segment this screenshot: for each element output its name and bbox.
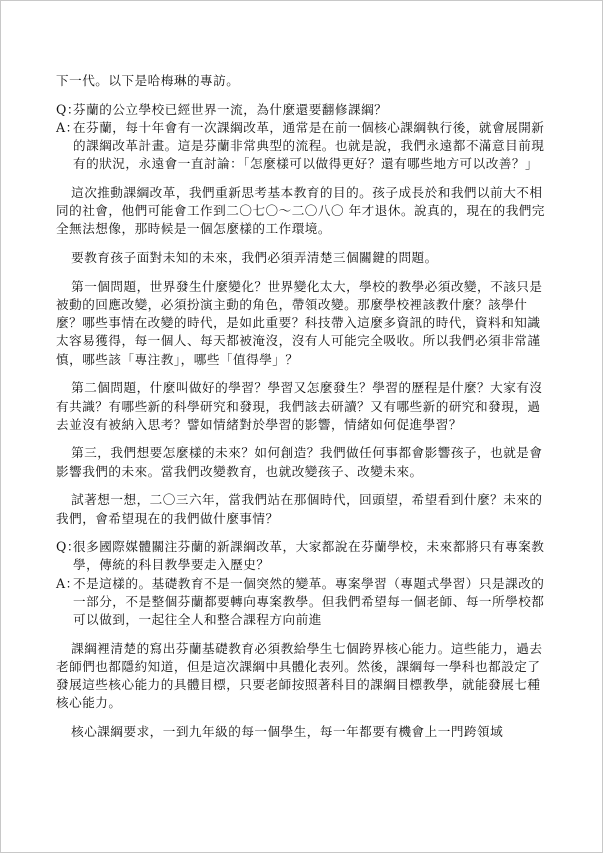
qa-text: 很多國際媒體關注芬蘭的新課綱改革，大家都說在芬蘭學校，未來都將只有專案教學，傳統的科目教學要走入歷史？ bbox=[73, 539, 545, 573]
paragraph: 第一個問題，世界發生什麼變化？世界變化太大，學校的教學必須改變，不該只是被動的回應改變，必須扮演主動的角色，帶領改變。那麼學校裡該教什麼？該學什麼？哪些事情在改變的時代，是如此重要？科技帶入這麼多資訊的時代，資料和知識太容易獲得，每一個人、每天都被淹沒，沒有人可能完全吸收。所以我們必須非常謹慎，哪些該「專注教」，哪些「值得學」？ bbox=[56, 278, 543, 367]
paragraph: 課綱裡清楚的寫出芬蘭基礎教育必須教給學生七個跨界核心能力。這些能力，過去老師們也都隱約知道，但是這次課綱中具體化表列。然後，課綱每一學科也都設定了發展這些核心能力的具體目標，只要老師按照著科目的課綱目標教學，就能發展七種核心能力。 bbox=[56, 640, 543, 711]
question bbox=[56, 538, 548, 574]
paragraph: 下一代。以下是哈梅琳的專訪。 bbox=[56, 73, 240, 88]
document-body bbox=[56, 72, 548, 752]
paragraph: 這次推動課綱改革，我們重新思考基本教育的目的。孩子成長於和我們以前大不相同的社會，他們可能會工作到二〇七〇～二〇八〇 年才退休。說真的，現在的我們完全無法想像，那時候是一個怎麼樣的工作環境。 bbox=[56, 185, 545, 237]
answer bbox=[56, 119, 548, 174]
paragraph: 第三，我們想要怎麼樣的未來？如何創造？我們做任何事都會影響孩子，也就是會影響我們的未來。當我們改變教育，也就改變孩子、改變未來。 bbox=[56, 445, 543, 479]
qa-block bbox=[56, 101, 548, 174]
paragraph: 試著想一想，二〇三六年，當我們站在那個時代，回頭望，希望看到什麼？未來的我們，會希望現在的我們做什麼事情？ bbox=[56, 492, 543, 526]
qa-label: Q： bbox=[56, 539, 80, 555]
qa-label: A： bbox=[56, 575, 79, 591]
qa-text: 在芬蘭，每十年會有一次課綱改革，通常是在前一個核心課綱執行後，就會展開新的課綱改革計畫。這是芬蘭非常典型的流程。也就是說，我們永遠都不滿意目前現有的狀況，永遠會一直討論：「怎麼樣可以做得更好？還有哪些地方可以改善？」 bbox=[73, 119, 545, 172]
question bbox=[56, 101, 548, 119]
qa-text: 不是這樣的。基礎教育不是一個突然的變革。專案學習（專題式學習）只是課改的一部分，不是整個芬蘭都要轉向專案教學。但我們希望每一個老師、每一所學校都可以做到，一起往全人和整合課程方向前進 bbox=[73, 575, 545, 628]
paragraph: 要教育孩子面對未知的未來，我們必須弄清楚三個關鍵的問題。 bbox=[71, 250, 438, 266]
paragraph: 第二個問題，什麼叫做好的學習？學習又怎麼發生？學習的歷程是什麼？大家有沒有共識？有哪些新的科學研究和發現，我們該去研讀？又有哪些新的研究和發現，過去並沒有被納入思考？譬如情緒對於學習的影響，情緒如何促進學習？ bbox=[56, 380, 543, 432]
qa-label: A： bbox=[56, 119, 79, 135]
qa-text: 芬蘭的公立學校已經世界一流，為什麼還要翻修課綱？ bbox=[73, 101, 388, 117]
qa-label: Q： bbox=[56, 101, 80, 117]
qa-block bbox=[56, 538, 548, 629]
paragraph: 核心課綱要求，一到九年級的每一個學生，每一年都要有機會上一門跨領域 bbox=[71, 724, 504, 740]
answer bbox=[56, 575, 548, 630]
